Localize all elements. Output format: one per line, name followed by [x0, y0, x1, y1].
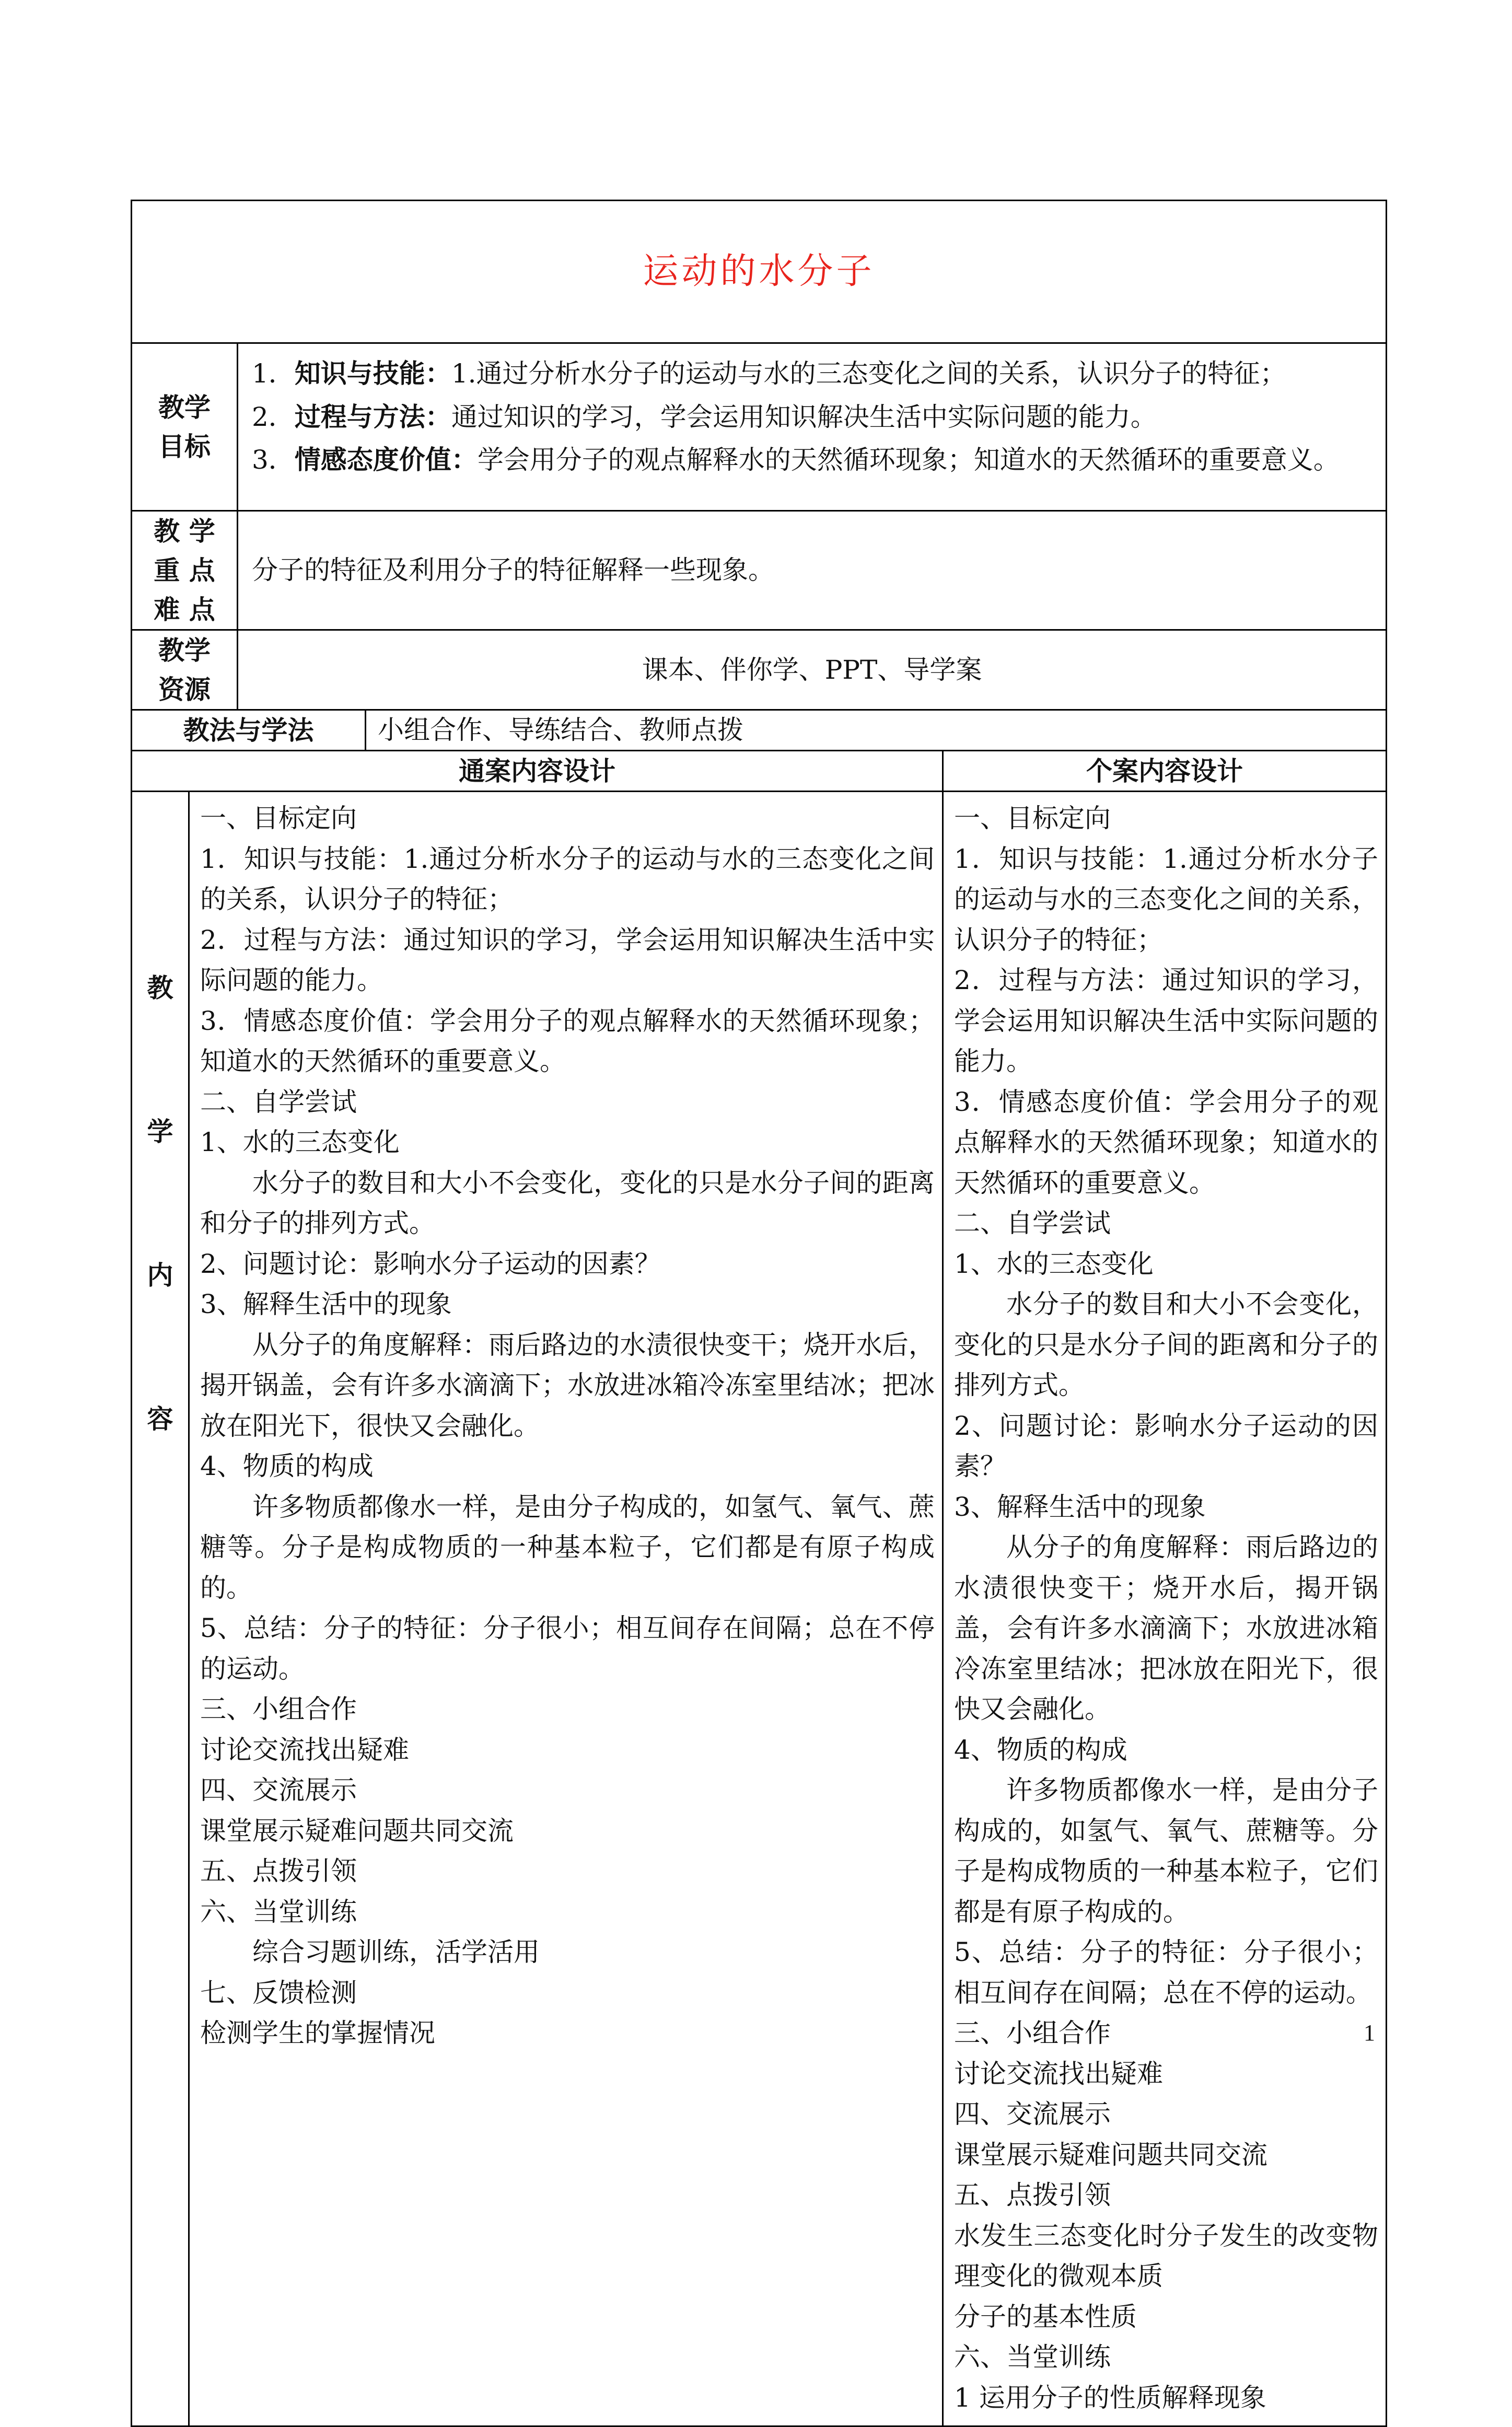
resource-label-line: 教学 — [158, 635, 211, 666]
content-line: 2．过程与方法：通过知识的学习，学会运用知识解决生活中实际问题的能力。 — [200, 924, 935, 995]
content-line: 二、自学尝试 — [954, 1208, 1111, 1238]
goal-num: 2． — [252, 401, 295, 432]
title-cell — [132, 201, 1387, 343]
content-line: 水分子的数目和大小不会变化，变化的只是水分子间的距离和分子的排列方式。 — [200, 1167, 935, 1238]
resources: 课本、伴你学、PPT、导学案 — [238, 630, 1387, 710]
content-line: 3、解释生活中的现象 — [954, 1491, 1206, 1522]
content-line: 4、物质的构成 — [200, 1451, 374, 1481]
goal-text: 学会用分子的观点解释水的天然循环现象；知道水的天然循环的重要意义。 — [477, 445, 1340, 475]
content-line: 1．知识与技能：1.通过分析水分子的运动与水的三态变化之间的关系，认识分子的特征； — [954, 843, 1379, 955]
goal-item — [252, 353, 1376, 394]
goal-head: 过程与方法： — [294, 401, 451, 432]
content-line: 四、交流展示 — [954, 2099, 1111, 2129]
content-line: 三、小组合作 — [954, 2018, 1111, 2048]
content-line: 2．过程与方法：通过知识的学习，学会运用知识解决生活中实际问题的能力。 — [954, 965, 1379, 1076]
goal-num: 3． — [252, 445, 295, 475]
key-points: 分子的特征及利用分子的特征解释一些现象。 — [238, 511, 1387, 630]
side-char: 学 — [147, 1116, 173, 1147]
content-line: 课堂展示疑难问题共同交流 — [954, 2139, 1267, 2170]
content-line: 2、问题讨论：影响水分子运动的因素？ — [200, 1248, 661, 1279]
content-line: 检测学生的掌握情况 — [200, 2018, 435, 2048]
key-label — [132, 511, 238, 630]
goal-label — [132, 343, 238, 511]
goal-label-line: 教学 — [158, 392, 211, 423]
individual-design-content — [943, 792, 1387, 2426]
content-line: 4、物质的构成 — [954, 1734, 1127, 1765]
content-line: 六、当堂训练 — [954, 2342, 1111, 2372]
content-line: 综合习题训练，活学活用 — [252, 1937, 540, 1967]
content-line: 一、目标定向 — [200, 803, 357, 833]
resource-label-line: 资源 — [158, 674, 211, 705]
page-number: 1 — [1364, 2020, 1375, 2046]
content-line: 四、交流展示 — [200, 1775, 357, 1805]
content-line: 水发生三态变化时分子发生的改变物理变化的微观本质 — [954, 2220, 1379, 2291]
goal-item — [252, 397, 1376, 438]
content-line: 3、解释生活中的现象 — [200, 1289, 452, 1319]
content-line: 从分子的角度解释：雨后路边的水渍很快变干；烧开水后，揭开锅盖，会有许多水滴滴下；水放进冰箱冷冻室里结冰；把冰放在阳光下，很快又会融化。 — [200, 1329, 935, 1441]
goal-num: 1． — [252, 358, 295, 389]
content-line: 1、水的三态变化 — [954, 1248, 1154, 1279]
goal-text: 通过知识的学习，学会运用知识解决生活中实际问题的能力。 — [451, 401, 1157, 432]
content-line: 五、点拨引领 — [954, 2180, 1111, 2210]
content-line: 3．情感态度价值：学会用分子的观点解释水的天然循环现象；知道水的天然循环的重要意义。 — [954, 1086, 1379, 1198]
page-title: 运动的水分子 — [643, 251, 875, 292]
content-line: 许多物质都像水一样，是由分子构成的，如氢气、氧气、蔗糖等。分子是构成物质的一种基本粒子，它们都是有原子构成的。 — [954, 1775, 1379, 1927]
content-line: 二、自学尝试 — [200, 1086, 357, 1117]
method-value: 小组合作、导练结合、教师点拨 — [366, 710, 1387, 751]
content-line: 1 运用分子的性质解释现象 — [954, 2382, 1266, 2413]
content-line: 三、小组合作 — [200, 1694, 357, 1724]
teaching-content-label — [132, 792, 189, 2426]
content-line: 从分子的角度解释：雨后路边的水渍很快变干；烧开水后，揭开锅盖，会有许多水滴滴下；水放进冰箱冷冻室里结冰；把冰放在阳光下，很快又会融化。 — [954, 1532, 1379, 1724]
content-line: 1．知识与技能：1.通过分析水分子的运动与水的三态变化之间的关系，认识分子的特征； — [200, 843, 935, 914]
common-design-header: 通案内容设计 — [132, 751, 943, 792]
content-line: 讨论交流找出疑难 — [200, 1734, 409, 1765]
content-line: 一、目标定向 — [954, 803, 1111, 833]
goal-item — [252, 439, 1376, 481]
goal-head: 情感态度价值： — [294, 444, 478, 475]
content-line: 2、问题讨论：影响水分子运动的因素？ — [954, 1410, 1379, 1481]
common-design-content — [189, 792, 943, 2426]
content-line: 五、点拨引领 — [200, 1856, 357, 1886]
key-label-line: 重 点 — [154, 555, 215, 586]
key-label-line: 难 点 — [154, 594, 215, 625]
content-line: 课堂展示疑难问题共同交流 — [200, 1815, 514, 1846]
side-char: 内 — [147, 1260, 173, 1291]
method-label: 教法与学法 — [132, 710, 366, 751]
content-line: 讨论交流找出疑难 — [954, 2058, 1163, 2089]
goal-label-line: 目标 — [158, 431, 211, 462]
goal-text: 1.通过分析水分子的运动与水的三态变化之间的关系，认识分子的特征； — [451, 358, 1286, 389]
key-label-line: 教 学 — [154, 516, 215, 547]
content-line: 许多物质都像水一样，是由分子构成的，如氢气、氧气、蔗糖等。分子是构成物质的一种基本粒子，它们都是有原子构成的。 — [200, 1491, 935, 1603]
content-line: 分子的基本性质 — [954, 2301, 1137, 2332]
content-line: 3．情感态度价值：学会用分子的观点解释水的天然循环现象；知道水的天然循环的重要意义。 — [200, 1005, 935, 1076]
content-line: 5、总结：分子的特征：分子很小；相互间存在间隔；总在不停的运动。 — [954, 1937, 1379, 2008]
content-line: 六、当堂训练 — [200, 1896, 357, 1927]
content-line: 水分子的数目和大小不会变化，变化的只是水分子间的距离和分子的排列方式。 — [954, 1289, 1379, 1400]
side-char: 容 — [147, 1403, 173, 1434]
goal-head: 知识与技能： — [294, 358, 451, 389]
content-line: 5、总结：分子的特征：分子很小；相互间存在间隔；总在不停的运动。 — [200, 1613, 935, 1684]
goal-content — [238, 343, 1387, 511]
resource-label — [132, 630, 238, 710]
individual-design-header: 个案内容设计 — [943, 751, 1387, 792]
side-char: 教 — [147, 972, 173, 1003]
lesson-plan-table — [131, 200, 1387, 2427]
content-line: 1、水的三态变化 — [200, 1127, 400, 1157]
content-line: 七、反馈检测 — [200, 1977, 357, 2008]
